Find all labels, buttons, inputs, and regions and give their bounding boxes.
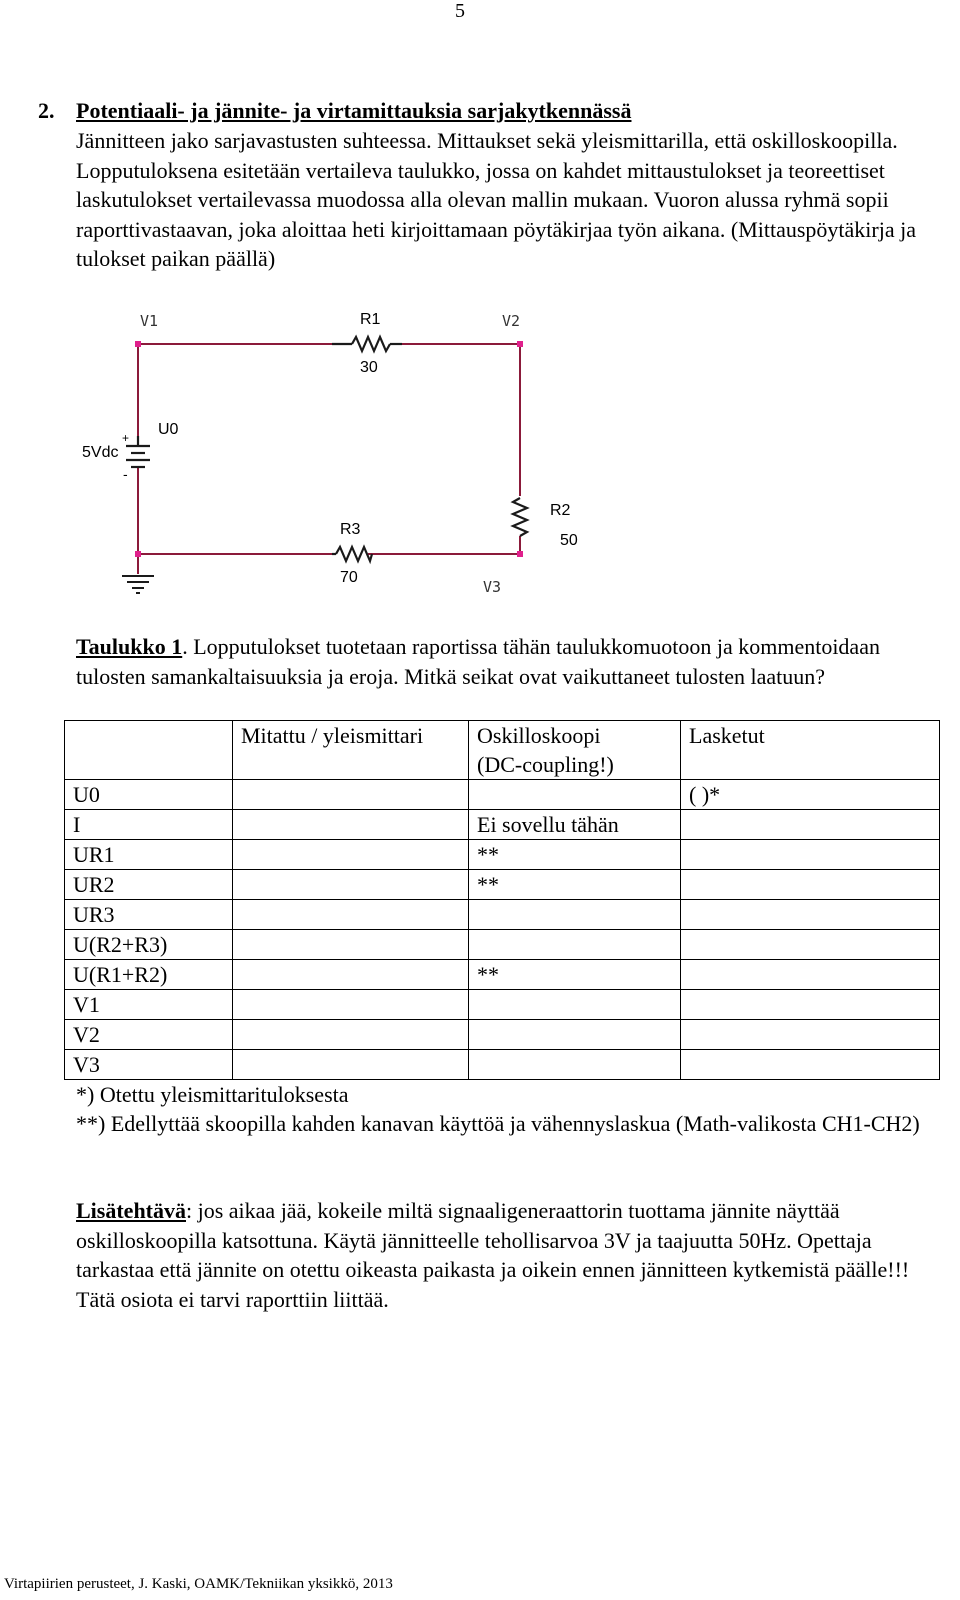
oscilloscope-cell — [469, 1020, 681, 1050]
node-gnd-marker — [135, 551, 141, 557]
measured-cell — [233, 930, 469, 960]
table-row — [65, 810, 940, 840]
header-cell-empty — [65, 721, 233, 780]
caption-text: . Lopputulokset tuotetaan raportissa tähän taulukkomuotoon ja kommentoidaan tulosten samankaltaisuuksia ja eroja. Mitkä seikat ovat vaikuttaneet tulosten laatuun? — [76, 634, 880, 689]
resistor-r1 — [332, 337, 402, 351]
table-row — [65, 870, 940, 900]
resistor-r2 — [513, 498, 527, 536]
calculated-cell — [681, 930, 940, 960]
measured-cell — [233, 900, 469, 930]
measured-cell — [233, 960, 469, 990]
node-v1-label: V1 — [140, 312, 159, 330]
row-label-cell: U(R2+R3) — [65, 930, 233, 960]
node-r2-bottom-marker — [517, 551, 523, 557]
measured-cell — [233, 1020, 469, 1050]
r1-name: R1 — [360, 311, 381, 328]
oscilloscope-cell — [469, 990, 681, 1020]
row-label-cell: UR2 — [65, 870, 233, 900]
calculated-cell — [681, 870, 940, 900]
table-row — [65, 900, 940, 930]
oscilloscope-cell — [469, 930, 681, 960]
footnote-2: **) Edellyttää skoopilla kahden kanavan käyttöä ja vähennyslaskua (Math-valikosta CH1-CH2) — [76, 1111, 920, 1136]
caption-label: Taulukko 1 — [76, 634, 183, 659]
row-label-cell: V1 — [65, 990, 233, 1020]
oscilloscope-cell: ** — [469, 840, 681, 870]
measured-cell — [233, 1050, 469, 1080]
source-minus: - — [123, 466, 128, 482]
table-row — [65, 840, 940, 870]
oscilloscope-cell — [469, 900, 681, 930]
node-v3-label: V3 — [483, 578, 502, 596]
oscilloscope-cell: ** — [469, 870, 681, 900]
node-v2-marker — [517, 341, 523, 347]
measured-cell — [233, 780, 469, 810]
header-oscilloscope-sub: (DC-coupling!) — [477, 752, 614, 777]
extra-task — [76, 1196, 946, 1314]
section-intro: Jännitteen jako sarjavastusten suhteessa. Mittaukset sekä yleismittarilla, että oskilloskoopilla. Lopputuloksena esitetään vertaileva taulukko, jossa on kahdet mittaustulokset ja teoreettiset laskutulokset vertailevassa muodossa alla olevan mallin mukaan. Vuoron alussa ryhmä sopii raporttivastaavan, joka aloittaa heti kirjoittamaan pöytäkirjaa työn aikana. (Mittauspöytäkirja ja tulokset paikan päällä) — [76, 128, 916, 271]
ground-symbol — [122, 576, 154, 593]
r2-name: R2 — [550, 502, 571, 519]
calculated-cell — [681, 960, 940, 990]
table-row — [65, 1050, 940, 1080]
oscilloscope-cell: ** — [469, 960, 681, 990]
table-row — [65, 960, 940, 990]
circuit-wires — [138, 344, 520, 574]
section-heading — [38, 98, 631, 124]
measured-cell — [233, 870, 469, 900]
table-caption — [76, 632, 936, 691]
oscilloscope-cell — [469, 780, 681, 810]
r3-name: R3 — [340, 521, 361, 538]
source-plus: + — [122, 431, 130, 445]
extra-task-text: : jos aikaa jää, kokeile miltä signaaligeneraattorin tuottama jännite näyttää oskilloskoopilla katsottuna. Käytä jännitteelle tehollisarvoa 3V ja taajuutta 50Hz. Opettaja tarkastaa että jännite on otettu oikeasta paikasta ja oikein ennen jännitteen kytkemistä päälle!!! Tätä osiota ei tarvi raporttiin liittää. — [76, 1198, 910, 1312]
results-table — [64, 720, 940, 1080]
calculated-cell: ( )* — [681, 780, 940, 810]
row-label-cell: UR3 — [65, 900, 233, 930]
source-voltage: 5Vdc — [82, 444, 119, 461]
table-row — [65, 780, 940, 810]
r1-value: 30 — [360, 359, 378, 376]
table-header-row — [65, 721, 940, 780]
calculated-cell — [681, 900, 940, 930]
node-v1-marker — [135, 341, 141, 347]
header-cell-oscilloscope — [469, 721, 681, 780]
table-row — [65, 930, 940, 960]
row-label-cell: I — [65, 810, 233, 840]
table-row — [65, 1020, 940, 1050]
circuit-diagram — [70, 300, 630, 600]
section-number: 2. — [38, 98, 55, 123]
battery-symbol — [126, 436, 150, 467]
calculated-cell — [681, 1020, 940, 1050]
source-name: U0 — [158, 421, 179, 438]
row-label-cell: V3 — [65, 1050, 233, 1080]
resistor-r3 — [332, 547, 372, 561]
page-number: 5 — [455, 0, 465, 22]
calculated-cell — [681, 990, 940, 1020]
calculated-cell — [681, 840, 940, 870]
row-label-cell: U(R1+R2) — [65, 960, 233, 990]
row-label-cell: UR1 — [65, 840, 233, 870]
oscilloscope-cell — [469, 1050, 681, 1080]
r2-value: 50 — [560, 532, 578, 549]
page-footer: Virtapiirien perusteet, J. Kaski, OAMK/Tekniikan yksikkö, 2013 — [4, 1576, 393, 1592]
row-label-cell: V2 — [65, 1020, 233, 1050]
row-label-cell: U0 — [65, 780, 233, 810]
node-v2-label: V2 — [502, 312, 521, 330]
r3-value: 70 — [340, 569, 358, 586]
table-row — [65, 990, 940, 1020]
header-oscilloscope-label: Oskilloskoopi — [477, 723, 601, 748]
header-cell-measured: Mitattu / yleismittari — [233, 721, 469, 780]
footnote-1: *) Otettu yleismittarituloksesta — [76, 1082, 349, 1107]
calculated-cell — [681, 1050, 940, 1080]
measured-cell — [233, 990, 469, 1020]
oscilloscope-cell: Ei sovellu tähän — [469, 810, 681, 840]
header-cell-calculated: Lasketut — [681, 721, 940, 780]
measured-cell — [233, 810, 469, 840]
extra-task-label: Lisätehtävä — [76, 1198, 186, 1223]
section-title: Potentiaali- ja jännite- ja virtamittauksia sarjakytkennässä — [76, 98, 632, 123]
measured-cell — [233, 840, 469, 870]
calculated-cell — [681, 810, 940, 840]
